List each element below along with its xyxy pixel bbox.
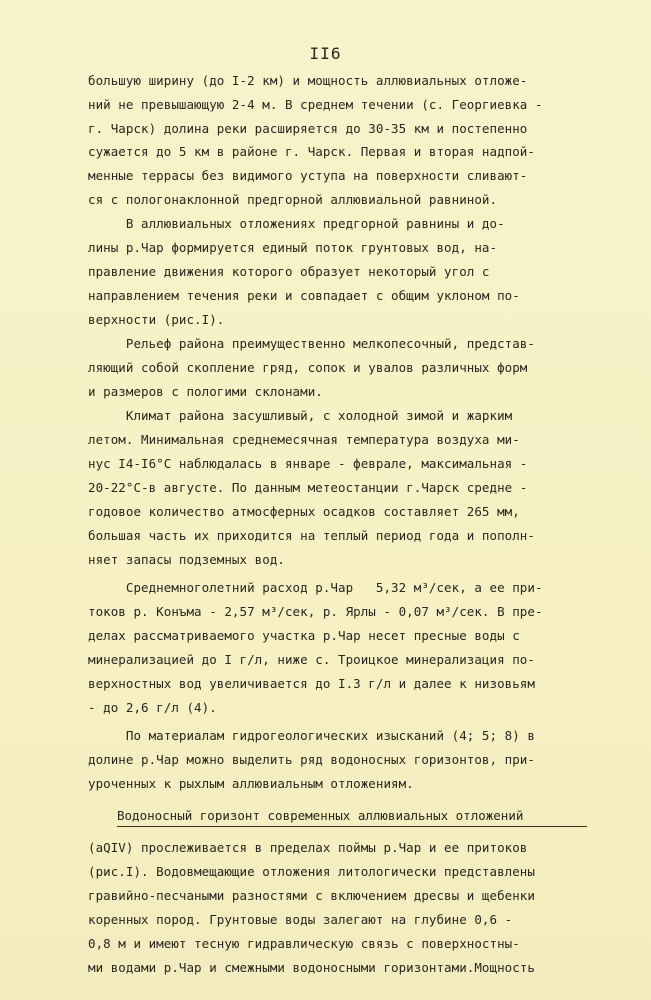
text-line: ся с пологонаклонной предгорной аллювиальной равниной.	[88, 192, 498, 207]
text-line: няет запасы подземных вод.	[88, 552, 285, 567]
text-line: правление движения которого образует некоторый угол с	[88, 264, 490, 279]
text-line: нус I4-I6°С наблюдалась в январе - феврале, максимальная -	[88, 456, 528, 471]
text-line: (рис.I). Водовмещающие отложения литологически представлены	[88, 864, 535, 879]
text-line: ми водами р.Чар и смежными водоносными горизонтами.Мощность	[88, 960, 535, 975]
text-line: токов р. Конъма - 2,57 м³/сек, р. Ярлы - 0,07 м³/сек. В пре-	[88, 604, 543, 619]
text-line: По материалам гидрогеологических изысканий (4; 5; 8) в	[88, 728, 535, 743]
text-line: годовое количество атмосферных осадков составляет 265 мм,	[88, 504, 520, 519]
text-line: делах рассматриваемого участка р.Чар несет пресные воды с	[88, 628, 520, 643]
text-line: ляющий собой скопление гряд, сопок и увалов различных форм	[88, 360, 528, 375]
heading-underline	[117, 826, 587, 827]
text-line: Среднемноголетний расход р.Чар 5,32 м³/сек, а ее при-	[88, 580, 543, 595]
section-heading: Водоносный горизонт современных аллювиальных отложений	[117, 808, 524, 823]
text-line: сужается до 5 км в районе г. Чарск. Первая и вторая надпой-	[88, 144, 535, 159]
text-line: (aQIV) прослеживается в пределах поймы р.Чар и ее притоков	[88, 840, 528, 855]
text-line: долине р.Чар можно выделить ряд водоносных горизонтов, при-	[88, 752, 535, 767]
text-line: большая часть их приходится на теплый период года и пополн-	[88, 528, 535, 543]
text-line: уроченных к рыхлым аллювиальным отложениям.	[88, 776, 414, 791]
text-line: ний не превышающую 2-4 м. В среднем течении (с. Георгиевка -	[88, 97, 543, 112]
text-line: направлением течения реки и совпадает с общим уклоном по-	[88, 288, 520, 303]
text-line: менные террасы без видимого уступа на поверхности сливают-	[88, 168, 528, 183]
text-line: Рельеф района преимущественно мелкопесочный, представ-	[88, 336, 535, 351]
text-line: В аллювиальных отложениях предгорной равнины и до-	[88, 216, 505, 231]
text-line: - до 2,6 г/л (4).	[88, 700, 217, 715]
text-line: 20-22°С-в августе. По данным метеостанции г.Чарск средне -	[88, 480, 528, 495]
text-line: Климат района засушливый, с холодной зимой и жарким	[88, 408, 513, 423]
text-line: верхности (рис.I).	[88, 312, 225, 327]
text-line: минерализацией до I г/л, ниже с. Троицкое минерализация по-	[88, 652, 535, 667]
text-line: и размеров с пологими склонами.	[88, 384, 323, 399]
text-line: 0,8 м и имеют тесную гидравлическую связь с поверхностны-	[88, 936, 520, 951]
text-line: верхностных вод увеличивается до I.3 г/л и далее к низовьям	[88, 676, 535, 691]
text-line: большую ширину (до I-2 км) и мощность аллювиальных отложе-	[88, 73, 528, 88]
text-line: г. Чарск) долина реки расширяется до 30-35 км и постепенно	[88, 121, 528, 136]
text-line: лины р.Чар формируется единый поток грунтовых вод, на-	[88, 240, 498, 255]
text-line: коренных пород. Грунтовые воды залегают на глубине 0,6 -	[88, 912, 513, 927]
text-line: летом. Минимальная среднемесячная температура воздуха ми-	[88, 432, 520, 447]
text-line: гравийно-песчаными разностями с включением дресвы и щебенки	[88, 888, 535, 903]
page-number: II6	[309, 44, 342, 63]
